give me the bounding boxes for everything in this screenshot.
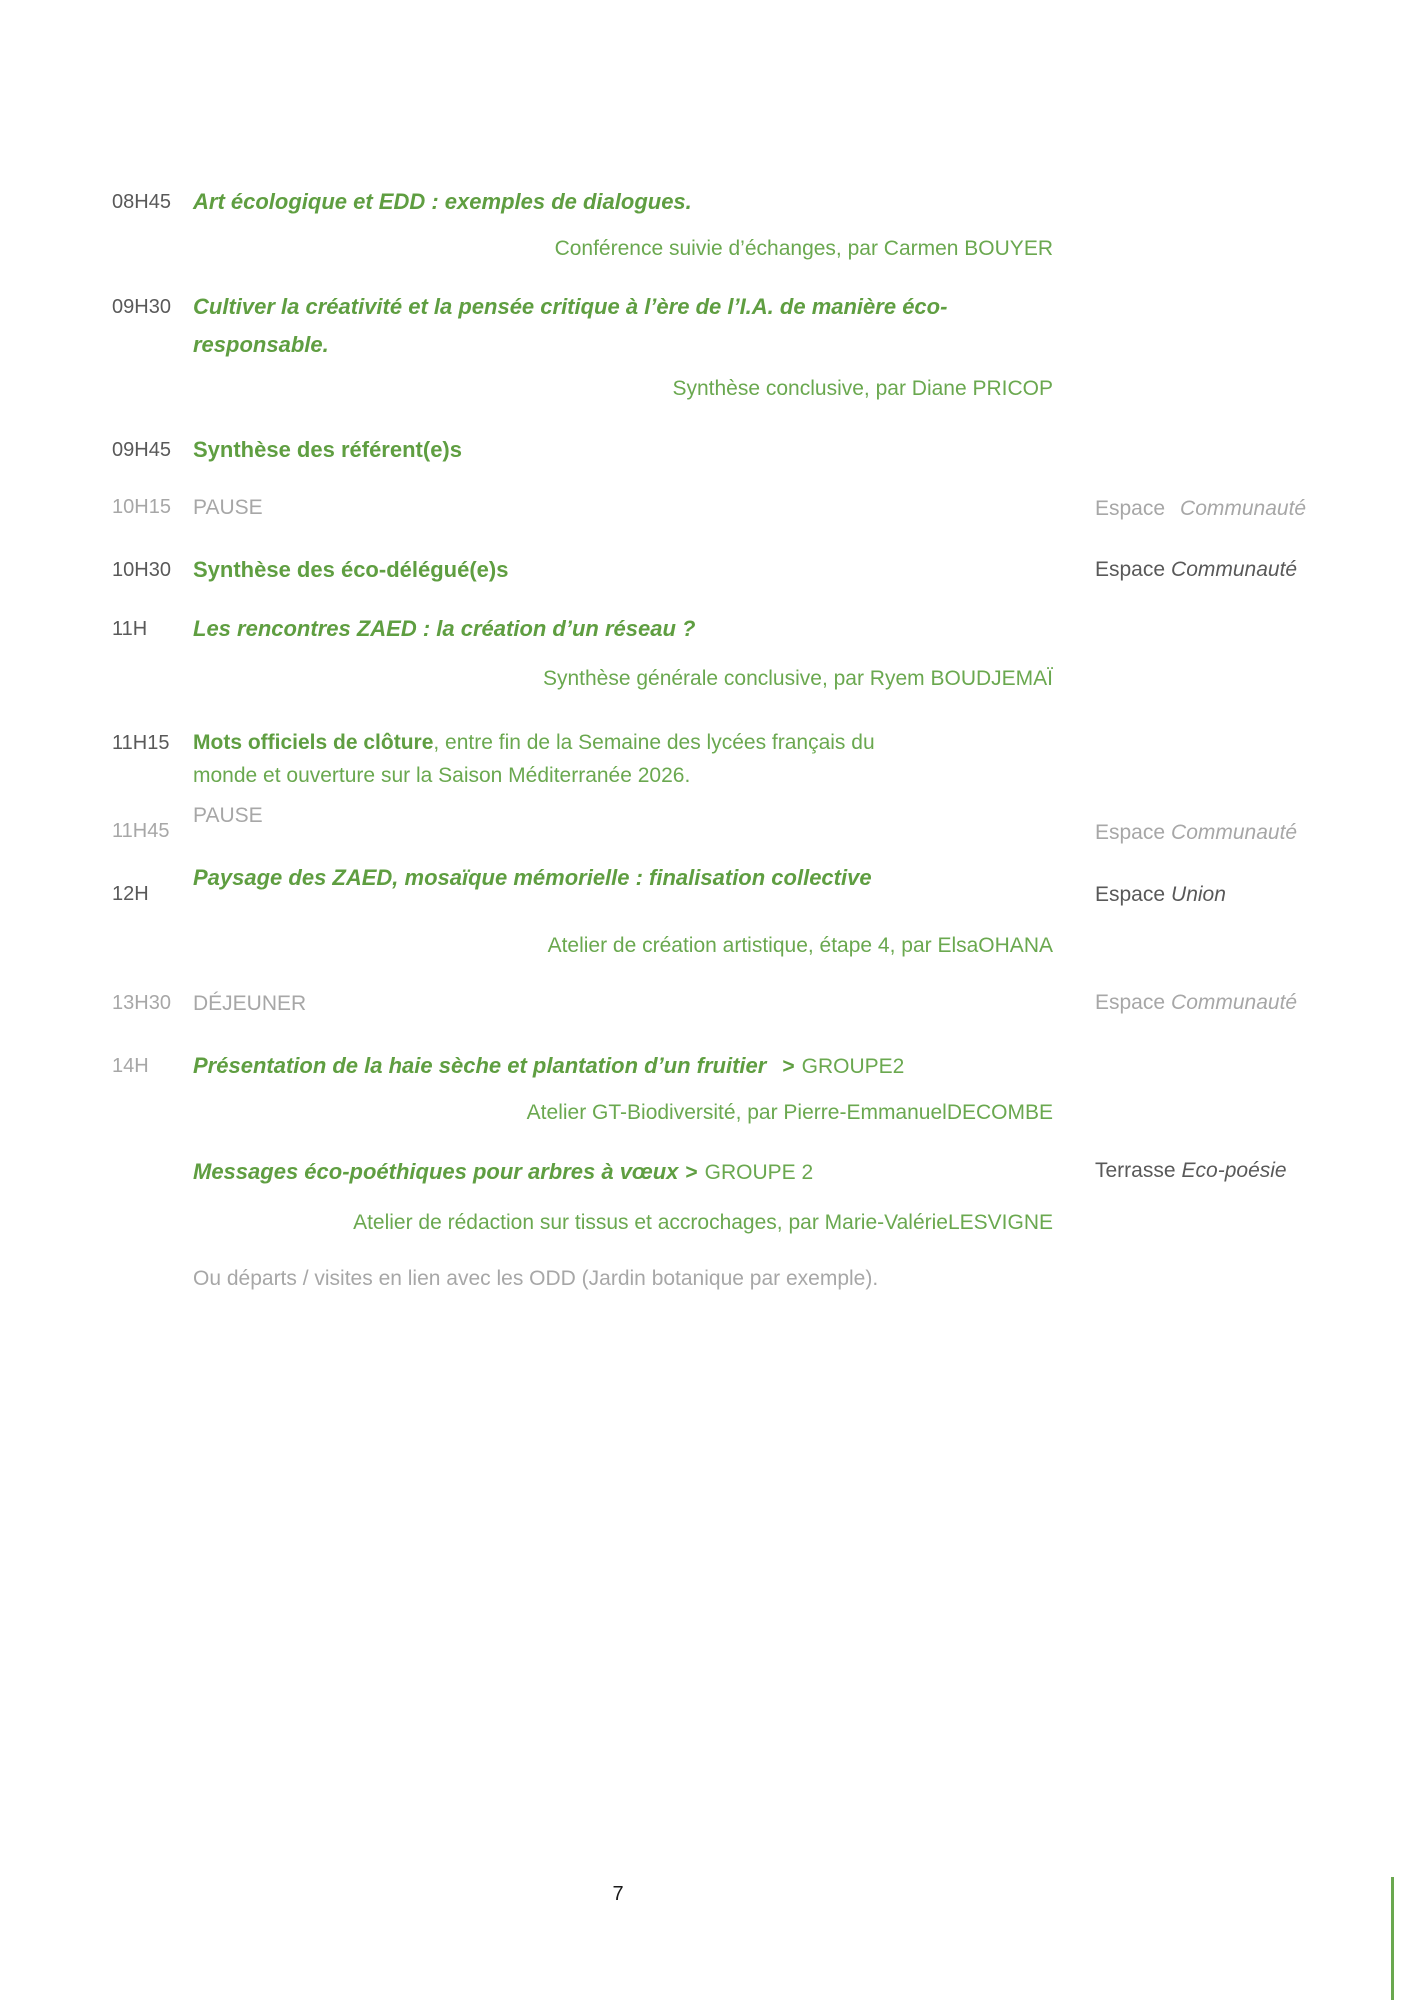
- location-name: Eco-poésie: [1181, 1159, 1287, 1182]
- time-11h: 11H: [112, 618, 148, 640]
- event-title-12h: Paysage des ZAED, mosaïque mémorielle : finalisation collective: [193, 865, 872, 890]
- location-name: Communauté: [1180, 497, 1307, 520]
- event-detail-12h: Atelier de création artistique, étape 4, par ElsaOHANA: [547, 934, 1053, 957]
- time-1030: 10H30: [112, 559, 171, 581]
- alternative-note: Ou départs / visites en lien avec les ODD (Jardin botanique par exemple).: [193, 1267, 879, 1290]
- location-name: Communauté: [1171, 991, 1298, 1014]
- time-1115: 11H15: [112, 732, 170, 754]
- event-detail-0930: Synthèse conclusive, par Diane PRICOP: [672, 377, 1053, 400]
- location-prefix: Espace: [1095, 883, 1166, 906]
- time-1330: 13H30: [112, 992, 171, 1014]
- event-title-14h: [193, 1052, 904, 1080]
- event-detail-11h: Synthèse générale conclusive, par Ryem BOUDJEMAÏ: [542, 667, 1053, 690]
- location-prefix: Terrasse: [1095, 1159, 1176, 1182]
- time-0945: 09H45: [112, 439, 171, 461]
- time-0845: 08H45: [112, 191, 171, 213]
- group-arrow: >: [685, 1161, 698, 1184]
- event-title-11h: Les rencontres ZAED : la création d’un réseau ?: [193, 616, 696, 641]
- page-border-line: [1391, 1877, 1394, 2000]
- event-title-14h-text: Présentation de la haie sèche et plantation d’un fruitier: [193, 1053, 767, 1078]
- group-arrow: >: [782, 1055, 795, 1078]
- group-label: GROUPE2: [801, 1055, 905, 1078]
- location-1145: [1095, 819, 1297, 846]
- event-detail-0845: Conférence suivie d’échanges, par Carmen BOUYER: [554, 237, 1053, 260]
- event-title-1115-bold: Mots officiels de clôture: [193, 731, 434, 754]
- location-messages: [1095, 1157, 1287, 1184]
- location-prefix: Espace: [1095, 821, 1166, 844]
- location-prefix: Espace: [1095, 991, 1166, 1014]
- location-name: Union: [1171, 883, 1226, 906]
- time-12h: 12H: [112, 883, 149, 905]
- location-1015: [1095, 495, 1306, 522]
- event-title-1115-line1: [193, 729, 875, 756]
- pause-label-1145: PAUSE: [193, 804, 263, 827]
- event-title-0945: Synthèse des référent(e)s: [193, 437, 462, 462]
- page-number: 7: [612, 1883, 624, 1905]
- location-1330: [1095, 989, 1297, 1016]
- location-name: Communauté: [1171, 821, 1298, 844]
- lunch-label-1330: DÉJEUNER: [193, 992, 307, 1015]
- event-title-0930-line2: responsable.: [193, 332, 329, 357]
- event-detail-14h: Atelier GT-Biodiversité, par Pierre-EmmanuelDECOMBE: [526, 1101, 1053, 1124]
- event-title-1115-line2: monde et ouverture sur la Saison Méditerranée 2026.: [193, 764, 691, 787]
- event-title-1030: Synthèse des éco-délégué(e)s: [193, 557, 509, 582]
- location-prefix: Espace: [1095, 558, 1166, 581]
- time-1145: 11H45: [112, 820, 170, 842]
- event-title-0845: Art écologique et EDD : exemples de dialogues.: [193, 189, 692, 214]
- event-title-1115-rest: , entre fin de la Semaine des lycées français du: [433, 731, 875, 754]
- event-title-messages: [193, 1158, 813, 1186]
- time-1015: 10H15: [112, 496, 171, 518]
- time-0930: 09H30: [112, 296, 171, 318]
- event-title-0930-line1: Cultiver la créativité et la pensée critique à l’ère de l’I.A. de manière éco-: [193, 294, 948, 319]
- location-prefix: Espace: [1095, 497, 1166, 520]
- event-detail-messages: Atelier de rédaction sur tissus et accrochages, par Marie-ValérieLESVIGNE: [353, 1211, 1053, 1234]
- location-1030: [1095, 556, 1297, 583]
- event-title-messages-text: Messages éco-poéthiques pour arbres à vœux: [193, 1159, 679, 1184]
- pause-label-1015: PAUSE: [193, 496, 263, 519]
- group-label: GROUPE 2: [704, 1161, 814, 1184]
- location-name: Communauté: [1171, 558, 1298, 581]
- time-14h: 14H: [112, 1055, 149, 1077]
- location-12h: [1095, 881, 1226, 908]
